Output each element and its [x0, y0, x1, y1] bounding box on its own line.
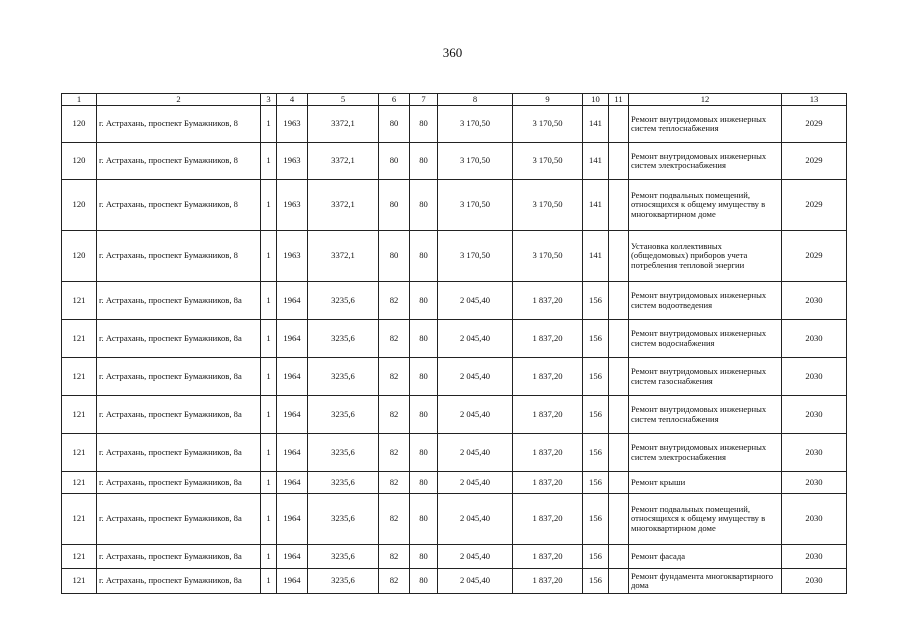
col3-value: 1 — [261, 396, 277, 434]
col6-value: 80 — [379, 180, 410, 231]
col10-value: 156 — [583, 434, 609, 472]
total-area: 3235,6 — [308, 434, 379, 472]
address: г. Астрахань, проспект Бумажников, 8 — [97, 231, 261, 282]
column-number: 11 — [609, 94, 629, 106]
address: г. Астрахань, проспект Бумажников, 8а — [97, 545, 261, 569]
work-type: Ремонт внутридомовых инженерных систем водоотведения — [629, 282, 782, 320]
row-number: 121 — [62, 472, 97, 494]
col11-value — [609, 494, 629, 545]
row-number: 121 — [62, 434, 97, 472]
work-type: Ремонт внутридомовых инженерных систем электроснабжения — [629, 143, 782, 180]
col8-value: 2 045,40 — [438, 282, 513, 320]
planned-year: 2030 — [782, 472, 847, 494]
row-number: 121 — [62, 358, 97, 396]
col7-value: 80 — [410, 494, 438, 545]
column-number: 6 — [379, 94, 410, 106]
col3-value: 1 — [261, 545, 277, 569]
total-area: 3372,1 — [308, 106, 379, 143]
total-area: 3235,6 — [308, 320, 379, 358]
col9-value: 1 837,20 — [513, 494, 583, 545]
year-built: 1963 — [277, 143, 308, 180]
table-row — [62, 434, 847, 472]
table-row — [62, 320, 847, 358]
col3-value: 1 — [261, 358, 277, 396]
column-number-row — [62, 94, 847, 106]
total-area: 3235,6 — [308, 569, 379, 594]
col11-value — [609, 106, 629, 143]
col6-value: 82 — [379, 358, 410, 396]
table-row — [62, 472, 847, 494]
col3-value: 1 — [261, 282, 277, 320]
table-row — [62, 231, 847, 282]
col9-value: 1 837,20 — [513, 320, 583, 358]
col11-value — [609, 396, 629, 434]
col8-value: 2 045,40 — [438, 545, 513, 569]
address: г. Астрахань, проспект Бумажников, 8а — [97, 320, 261, 358]
col3-value: 1 — [261, 231, 277, 282]
col9-value: 1 837,20 — [513, 472, 583, 494]
address: г. Астрахань, проспект Бумажников, 8а — [97, 434, 261, 472]
col3-value: 1 — [261, 143, 277, 180]
col9-value: 1 837,20 — [513, 545, 583, 569]
row-number: 120 — [62, 106, 97, 143]
col10-value: 141 — [583, 180, 609, 231]
column-number: 12 — [629, 94, 782, 106]
col11-value — [609, 143, 629, 180]
col8-value: 2 045,40 — [438, 396, 513, 434]
col6-value: 82 — [379, 320, 410, 358]
col11-value — [609, 231, 629, 282]
work-type: Ремонт внутридомовых инженерных систем водоснабжения — [629, 320, 782, 358]
total-area: 3372,1 — [308, 143, 379, 180]
table-row — [62, 106, 847, 143]
row-number: 121 — [62, 569, 97, 594]
col11-value — [609, 320, 629, 358]
table-row — [62, 143, 847, 180]
col6-value: 82 — [379, 396, 410, 434]
col7-value: 80 — [410, 434, 438, 472]
work-type: Ремонт внутридомовых инженерных систем теплоснабжения — [629, 106, 782, 143]
col8-value: 3 170,50 — [438, 180, 513, 231]
col6-value: 82 — [379, 282, 410, 320]
total-area: 3235,6 — [308, 282, 379, 320]
col7-value: 80 — [410, 143, 438, 180]
column-number: 4 — [277, 94, 308, 106]
col3-value: 1 — [261, 106, 277, 143]
row-number: 120 — [62, 231, 97, 282]
row-number: 121 — [62, 494, 97, 545]
address: г. Астрахань, проспект Бумажников, 8а — [97, 358, 261, 396]
col3-value: 1 — [261, 434, 277, 472]
col9-value: 3 170,50 — [513, 180, 583, 231]
column-number: 5 — [308, 94, 379, 106]
total-area: 3235,6 — [308, 358, 379, 396]
col3-value: 1 — [261, 180, 277, 231]
col10-value: 141 — [583, 106, 609, 143]
total-area: 3372,1 — [308, 180, 379, 231]
col10-value: 141 — [583, 143, 609, 180]
column-number: 9 — [513, 94, 583, 106]
col8-value: 2 045,40 — [438, 434, 513, 472]
total-area: 3235,6 — [308, 396, 379, 434]
col10-value: 156 — [583, 396, 609, 434]
planned-year: 2030 — [782, 396, 847, 434]
table-row — [62, 569, 847, 594]
col3-value: 1 — [261, 494, 277, 545]
row-number: 121 — [62, 396, 97, 434]
year-built: 1964 — [277, 358, 308, 396]
address: г. Астрахань, проспект Бумажников, 8 — [97, 143, 261, 180]
col6-value: 80 — [379, 231, 410, 282]
col6-value: 82 — [379, 494, 410, 545]
col6-value: 82 — [379, 545, 410, 569]
col7-value: 80 — [410, 180, 438, 231]
year-built: 1963 — [277, 231, 308, 282]
col6-value: 82 — [379, 472, 410, 494]
col11-value — [609, 569, 629, 594]
table-row — [62, 396, 847, 434]
table-row — [62, 494, 847, 545]
column-number: 1 — [62, 94, 97, 106]
col11-value — [609, 472, 629, 494]
col6-value: 82 — [379, 434, 410, 472]
col8-value: 3 170,50 — [438, 231, 513, 282]
address: г. Астрахань, проспект Бумажников, 8а — [97, 396, 261, 434]
work-type: Установка коллективных (общедомовых) приборов учета потребления тепловой энергии — [629, 231, 782, 282]
col7-value: 80 — [410, 358, 438, 396]
col6-value: 82 — [379, 569, 410, 594]
work-type: Ремонт внутридомовых инженерных систем газоснабжения — [629, 358, 782, 396]
column-number: 13 — [782, 94, 847, 106]
planned-year: 2030 — [782, 494, 847, 545]
col3-value: 1 — [261, 569, 277, 594]
col10-value: 156 — [583, 569, 609, 594]
row-number: 120 — [62, 143, 97, 180]
col10-value: 156 — [583, 320, 609, 358]
col3-value: 1 — [261, 320, 277, 358]
planned-year: 2029 — [782, 106, 847, 143]
planned-year: 2030 — [782, 320, 847, 358]
work-type: Ремонт подвальных помещений, относящихся к общему имуществу в многоквартирном доме — [629, 494, 782, 545]
page-number: 360 — [442, 45, 463, 60]
planned-year: 2030 — [782, 282, 847, 320]
repair-program-table — [61, 93, 847, 594]
planned-year: 2030 — [782, 569, 847, 594]
col10-value: 141 — [583, 231, 609, 282]
year-built: 1963 — [277, 180, 308, 231]
year-built: 1964 — [277, 494, 308, 545]
col3-value: 1 — [261, 472, 277, 494]
work-type: Ремонт внутридомовых инженерных систем теплоснабжения — [629, 396, 782, 434]
col7-value: 80 — [410, 231, 438, 282]
row-number: 121 — [62, 545, 97, 569]
total-area: 3235,6 — [308, 494, 379, 545]
col9-value: 3 170,50 — [513, 231, 583, 282]
col11-value — [609, 434, 629, 472]
year-built: 1964 — [277, 320, 308, 358]
year-built: 1963 — [277, 106, 308, 143]
row-number: 120 — [62, 180, 97, 231]
planned-year: 2030 — [782, 545, 847, 569]
col7-value: 80 — [410, 282, 438, 320]
col11-value — [609, 180, 629, 231]
col10-value: 156 — [583, 545, 609, 569]
col9-value: 1 837,20 — [513, 282, 583, 320]
planned-year: 2029 — [782, 143, 847, 180]
year-built: 1964 — [277, 472, 308, 494]
work-type: Ремонт фасада — [629, 545, 782, 569]
address: г. Астрахань, проспект Бумажников, 8а — [97, 569, 261, 594]
col7-value: 80 — [410, 569, 438, 594]
address: г. Астрахань, проспект Бумажников, 8 — [97, 180, 261, 231]
column-number: 3 — [261, 94, 277, 106]
row-number: 121 — [62, 282, 97, 320]
total-area: 3235,6 — [308, 472, 379, 494]
work-type: Ремонт фундамента многоквартирного дома — [629, 569, 782, 594]
col8-value: 2 045,40 — [438, 320, 513, 358]
table-row — [62, 545, 847, 569]
address: г. Астрахань, проспект Бумажников, 8а — [97, 494, 261, 545]
col10-value: 156 — [583, 358, 609, 396]
address: г. Астрахань, проспект Бумажников, 8 — [97, 106, 261, 143]
column-number: 10 — [583, 94, 609, 106]
col8-value: 2 045,40 — [438, 494, 513, 545]
year-built: 1964 — [277, 545, 308, 569]
col6-value: 80 — [379, 106, 410, 143]
col10-value: 156 — [583, 282, 609, 320]
row-number: 121 — [62, 320, 97, 358]
planned-year: 2030 — [782, 434, 847, 472]
column-number: 8 — [438, 94, 513, 106]
column-number: 2 — [97, 94, 261, 106]
col7-value: 80 — [410, 396, 438, 434]
col9-value: 1 837,20 — [513, 569, 583, 594]
table-row — [62, 358, 847, 396]
address: г. Астрахань, проспект Бумажников, 8а — [97, 472, 261, 494]
col7-value: 80 — [410, 106, 438, 143]
total-area: 3235,6 — [308, 545, 379, 569]
col7-value: 80 — [410, 320, 438, 358]
total-area: 3372,1 — [308, 231, 379, 282]
col7-value: 80 — [410, 472, 438, 494]
col8-value: 2 045,40 — [438, 472, 513, 494]
planned-year: 2030 — [782, 358, 847, 396]
table-row — [62, 180, 847, 231]
col10-value: 156 — [583, 472, 609, 494]
year-built: 1964 — [277, 396, 308, 434]
work-type: Ремонт крыши — [629, 472, 782, 494]
col11-value — [609, 545, 629, 569]
col9-value: 1 837,20 — [513, 396, 583, 434]
col8-value: 3 170,50 — [438, 106, 513, 143]
table-row — [62, 282, 847, 320]
col9-value: 3 170,50 — [513, 106, 583, 143]
col11-value — [609, 282, 629, 320]
col9-value: 1 837,20 — [513, 358, 583, 396]
col9-value: 3 170,50 — [513, 143, 583, 180]
col9-value: 1 837,20 — [513, 434, 583, 472]
year-built: 1964 — [277, 434, 308, 472]
col8-value: 2 045,40 — [438, 569, 513, 594]
col8-value: 2 045,40 — [438, 358, 513, 396]
work-type: Ремонт внутридомовых инженерных систем электроснабжения — [629, 434, 782, 472]
col6-value: 80 — [379, 143, 410, 180]
planned-year: 2029 — [782, 180, 847, 231]
address: г. Астрахань, проспект Бумажников, 8а — [97, 282, 261, 320]
work-type: Ремонт подвальных помещений, относящихся к общему имуществу в многоквартирном доме — [629, 180, 782, 231]
year-built: 1964 — [277, 282, 308, 320]
year-built: 1964 — [277, 569, 308, 594]
planned-year: 2029 — [782, 231, 847, 282]
col7-value: 80 — [410, 545, 438, 569]
col8-value: 3 170,50 — [438, 143, 513, 180]
column-number: 7 — [410, 94, 438, 106]
col11-value — [609, 358, 629, 396]
col10-value: 156 — [583, 494, 609, 545]
